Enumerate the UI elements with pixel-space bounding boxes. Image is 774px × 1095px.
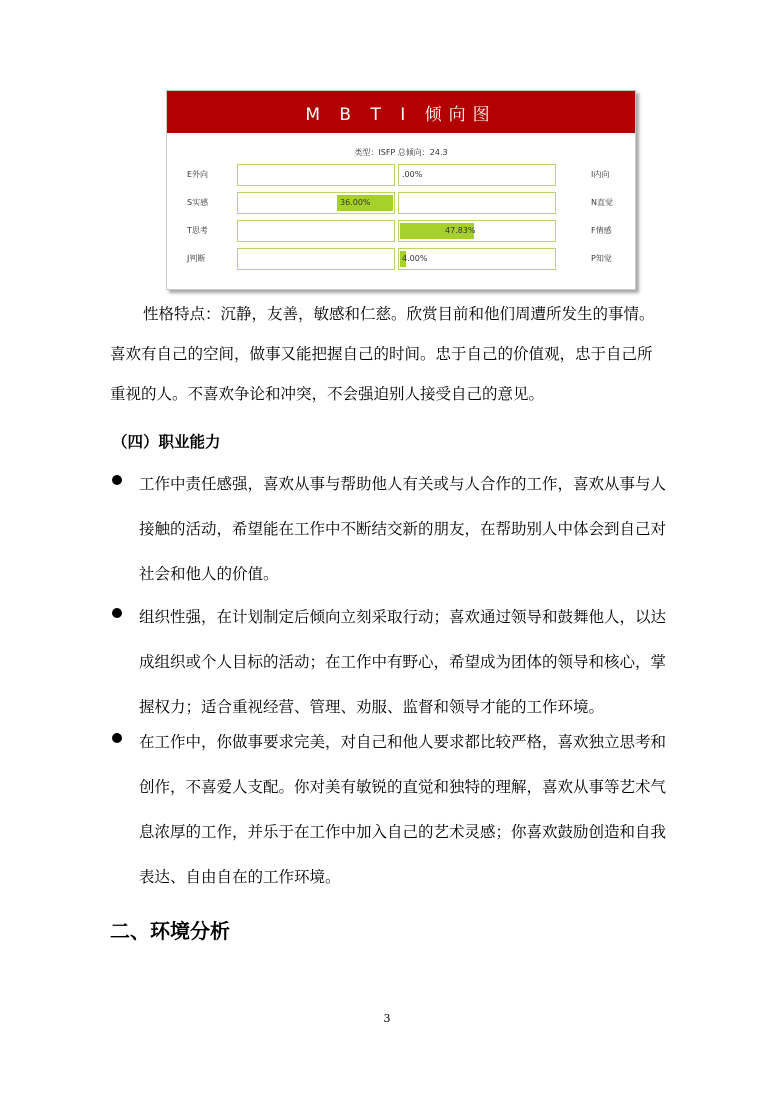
mbti-row-sn xyxy=(167,192,637,214)
bullet-line: 工作中责任感强，喜欢从事与帮助他人有关或与人合作的工作，喜欢从事与人 xyxy=(139,475,667,493)
bullet-line: 成组织或个人目标的活动；在工作中有野心，希望成为团体的领导和核心，掌 xyxy=(139,653,667,671)
mbti-bar-right xyxy=(398,220,556,242)
bullet-line: 息浓厚的工作，并乐于在工作中加入自己的艺术灵感；你喜欢鼓励创造和自我 xyxy=(139,823,667,841)
bullet-line: 表达、自由自在的工作环境。 xyxy=(139,868,341,886)
bullet-line: 创作，不喜爱人支配。你对美有敏锐的直觉和独特的理解，喜欢从事等艺术气 xyxy=(139,778,667,796)
mbti-bar-right xyxy=(398,164,556,186)
mbti-row-tf xyxy=(167,220,637,242)
mbti-label-left: T思考 xyxy=(187,226,208,235)
mbti-label-left: S实感 xyxy=(187,198,209,207)
mbti-label-right: I内向 xyxy=(591,170,610,179)
mbti-value: .00% xyxy=(402,170,423,179)
mbti-chart xyxy=(166,90,636,290)
bullet-text xyxy=(139,595,674,730)
bullet-dot-icon xyxy=(112,608,122,618)
chapter-heading: 二、环境分析 xyxy=(110,919,230,943)
mbti-bar-right xyxy=(398,192,556,214)
paragraph-line: 性格特点：沉静，友善，敏感和仁慈。欣赏目前和他们周遭所发生的事情。 xyxy=(143,305,655,323)
bullet-dot-icon xyxy=(112,733,122,743)
mbti-bar-left xyxy=(237,248,395,270)
paragraph-line: 喜欢有自己的空间，做事又能把握自己的时间。忠于自己的价值观，忠于自己所 xyxy=(110,345,653,363)
section-title: （四）职业能力 xyxy=(112,432,221,451)
mbti-label-right: F情感 xyxy=(591,226,612,235)
bullet-dot-icon xyxy=(112,475,122,485)
page-number: 3 xyxy=(383,1012,391,1025)
mbti-value: 36.00% xyxy=(340,198,371,207)
mbti-label-right: N直觉 xyxy=(591,198,613,207)
bullet-line: 接触的活动，希望能在工作中不断结交新的朋友，在帮助别人中体会到自己对 xyxy=(139,520,667,538)
personality-paragraph xyxy=(110,294,670,414)
bullet-line: 在工作中，你做事要求完美，对自己和他人要求都比较严格，喜欢独立思考和 xyxy=(139,733,667,751)
mbti-label-right: P知觉 xyxy=(591,254,612,263)
mbti-bar-left xyxy=(237,220,395,242)
mbti-label-left: E外向 xyxy=(187,170,209,179)
mbti-label-left: J判断 xyxy=(187,254,206,263)
mbti-row-jp xyxy=(167,248,637,270)
bullet-line: 社会和他人的价值。 xyxy=(139,565,279,583)
mbti-bar-left xyxy=(237,164,395,186)
bullet-line: 组织性强，在计划制定后倾向立刻采取行动；喜欢通过领导和鼓舞他人，以达 xyxy=(139,608,667,626)
bullet-text xyxy=(139,720,674,900)
mbti-chart-subtitle: 类型：ISFP 总倾向：24.3 xyxy=(354,148,448,157)
paragraph-line: 重视的人。不喜欢争论和冲突，不会强迫别人接受自己的意见。 xyxy=(110,385,545,403)
mbti-row-ei xyxy=(167,164,637,186)
mbti-value: 4.00% xyxy=(402,254,428,263)
mbti-value: 47.83% xyxy=(445,226,476,235)
bullet-line: 握权力；适合重视经营、管理、劝服、监督和领导才能的工作环境。 xyxy=(139,698,605,716)
bullet-text xyxy=(139,462,674,597)
mbti-chart-title: M B T I 倾向图 xyxy=(167,91,635,133)
mbti-bar-left xyxy=(237,192,395,214)
mbti-bar-right xyxy=(398,248,556,270)
